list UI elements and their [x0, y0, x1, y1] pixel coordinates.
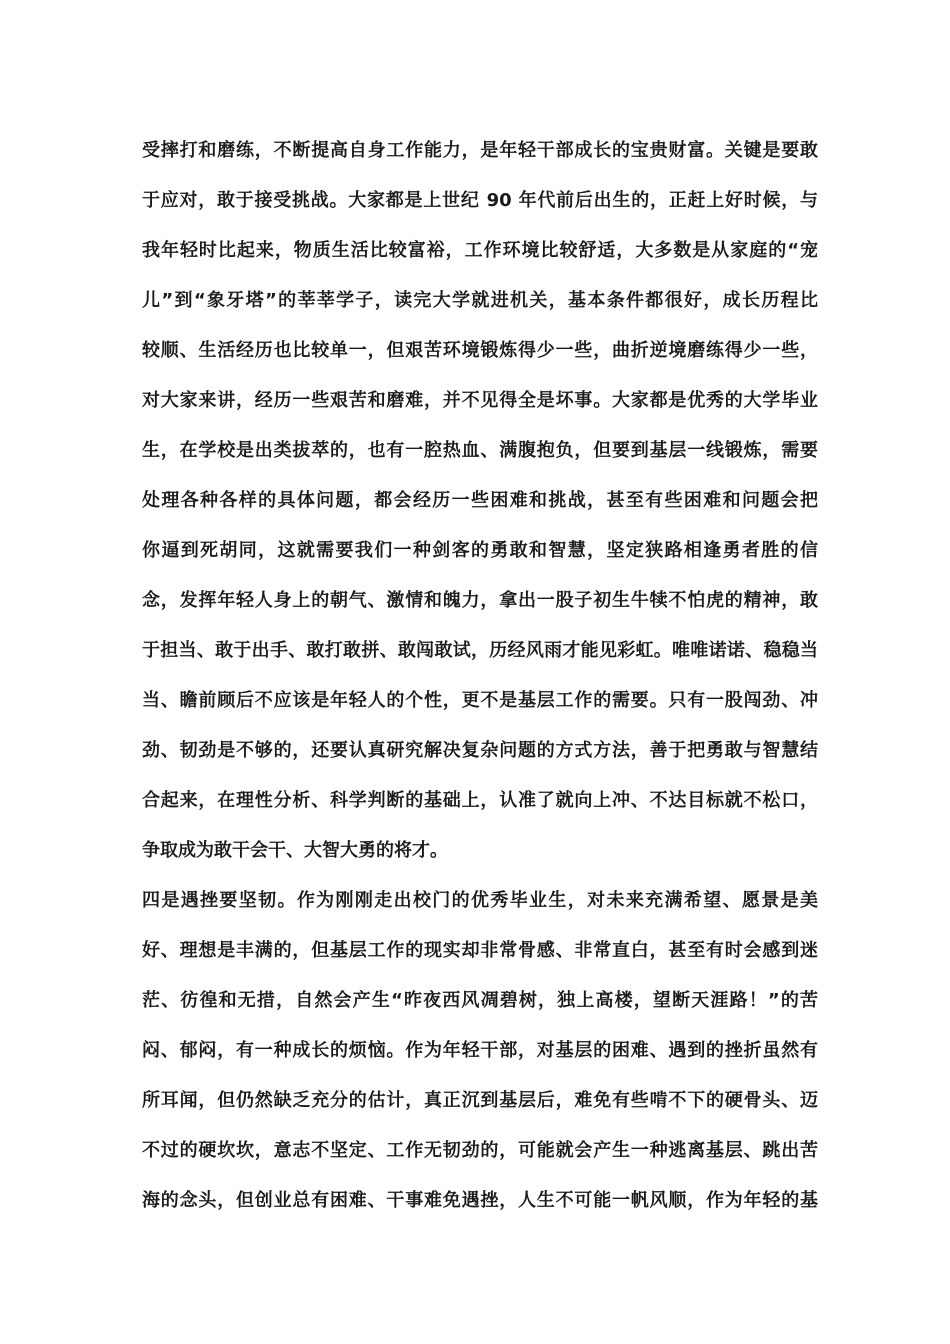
text-line: 四是遇挫要坚韧。作为刚刚走出校门的优秀毕业生，对未来充满希望、愿景是美 [142, 890, 818, 911]
text-line: 所耳闻，但仍然缺乏充分的估计，真正沉到基层后，难免有些啃不下的硬骨头、迈 [142, 1090, 818, 1111]
text-line: 受摔打和磨练，不断提高自身工作能力，是年轻干部成长的宝贵财富。关键是要敢 [142, 140, 818, 161]
text-line: 我年轻时比起来，物质生活比较富裕，工作环境比较舒适，大多数是从家庭的“宠 [142, 240, 818, 261]
text-line: 生，在学校是出类拔萃的，也有一腔热血、满腹抱负，但要到基层一线锻炼，需要 [142, 440, 818, 461]
text-line: 于担当、敢于出手、敢打敢拼、敢闯敢试，历经风雨才能见彩虹。唯唯诺诺、稳稳当 [142, 640, 818, 661]
text-line: 争取成为敢干会干、大智大勇的将才。 [142, 840, 448, 861]
text-line: 海的念头，但创业总有困难、干事难免遇挫，人生不可能一帆风顺，作为年轻的基 [142, 1190, 818, 1211]
text-line: 处理各种各样的具体问题，都会经历一些困难和挑战，甚至有些困难和问题会把 [142, 490, 818, 511]
text-line: 合起来，在理性分析、科学判断的基础上，认准了就向上冲、不达目标就不松口， [142, 790, 818, 811]
text-line: 念，发挥年轻人身上的朝气、激情和魄力，拿出一股子初生牛犊不怕虎的精神，敢 [142, 590, 818, 611]
text-line: 对大家来讲，经历一些艰苦和磨难，并不见得全是坏事。大家都是优秀的大学毕业 [142, 390, 818, 411]
paragraph-2 [142, 883, 818, 1233]
text-line: 于应对，敢于接受挑战。大家都是上世纪 90 年代前后出生的，正赶上好时候，与 [142, 190, 818, 211]
text-line: 闷、郁闷，有一种成长的烦恼。作为年轻干部，对基层的困难、遇到的挫折虽然有 [142, 1040, 818, 1061]
paragraph-1 [142, 133, 818, 883]
text-line: 茫、彷徨和无措，自然会产生“昨夜西风凋碧树，独上高楼，望断天涯路！”的苦 [142, 990, 818, 1011]
text-line: 你逼到死胡同，这就需要我们一种剑客的勇敢和智慧，坚定狭路相逢勇者胜的信 [142, 540, 818, 561]
text-line: 劲、韧劲是不够的，还要认真研究解决复杂问题的方式方法，善于把勇敢与智慧结 [142, 740, 818, 761]
text-line: 儿”到“象牙塔”的莘莘学子，读完大学就进机关，基本条件都很好，成长历程比 [142, 290, 818, 311]
text-line: 好、理想是丰满的，但基层工作的现实却非常骨感、非常直白，甚至有时会感到迷 [142, 940, 818, 961]
text-line: 当、瞻前顾后不应该是年轻人的个性，更不是基层工作的需要。只有一股闯劲、冲 [142, 690, 818, 711]
text-line: 较顺、生活经历也比较单一，但艰苦环境锻炼得少一些，曲折逆境磨练得少一些， [142, 340, 818, 361]
text-line: 不过的硬坎坎，意志不坚定、工作无韧劲的，可能就会产生一种逃离基层、跳出苦 [142, 1140, 818, 1161]
